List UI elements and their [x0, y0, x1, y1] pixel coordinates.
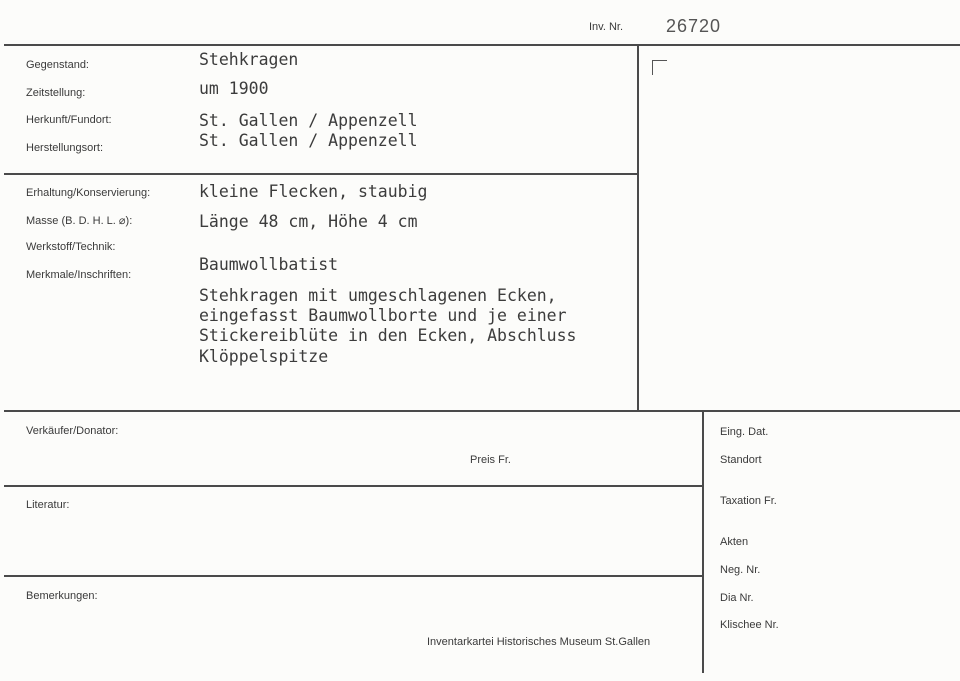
erhaltung-value: kleine Flecken, staubig: [199, 182, 428, 201]
akten-label: Akten: [720, 536, 749, 548]
footer-label: Inventarkartei Historisches Museum St.Gallen: [427, 636, 651, 648]
inv-nr-value: 26720: [666, 16, 722, 36]
merkmale-label: Merkmale/Inschriften:: [26, 269, 132, 281]
herstellungsort-value: St. Gallen / Appenzell: [199, 131, 418, 150]
bottom-right-divider: [702, 410, 704, 673]
werkstoff-label: Werkstoff/Technik:: [26, 241, 116, 253]
eing-dat-label: Eing. Dat.: [720, 426, 769, 438]
header-rule: [4, 44, 960, 46]
dia-nr-label: Dia Nr.: [720, 592, 754, 604]
werkstoff-value: Baumwollbatist: [199, 255, 339, 274]
section-rule-1: [4, 173, 637, 175]
merkmale-line: eingefasst Baumwollborte und je einer: [199, 306, 567, 325]
section-rule-2: [4, 410, 960, 412]
gegenstand-label: Gegenstand:: [26, 59, 89, 71]
gegenstand-value: Stehkragen: [199, 50, 299, 69]
photo-corner-mark: [652, 60, 667, 75]
top-right-divider: [637, 44, 639, 412]
erhaltung-label: Erhaltung/Konservierung:: [26, 187, 151, 199]
herstellungsort-label: Herstellungsort:: [26, 142, 104, 154]
klischee-nr-label: Klischee Nr.: [720, 619, 779, 631]
zeitstellung-label: Zeitstellung:: [26, 87, 86, 99]
merkmale-line: Stehkragen mit umgeschlagenen Ecken,: [199, 286, 557, 305]
standort-label: Standort: [720, 454, 762, 466]
neg-nr-label: Neg. Nr.: [720, 564, 761, 576]
inv-nr-label: Inv. Nr.: [589, 21, 624, 33]
bemerkungen-label: Bemerkungen:: [26, 590, 98, 602]
taxation-label: Taxation Fr.: [720, 495, 777, 507]
zeitstellung-value: um 1900: [199, 79, 269, 98]
preis-label: Preis Fr.: [470, 454, 511, 466]
masse-value: Länge 48 cm, Höhe 4 cm: [199, 212, 418, 231]
literatur-label: Literatur:: [26, 499, 70, 511]
section-rule-4: [4, 575, 702, 577]
verkaeufer-label: Verkäufer/Donator:: [26, 425, 119, 437]
section-rule-3: [4, 485, 702, 487]
herkunft-value: St. Gallen / Appenzell: [199, 111, 418, 130]
herkunft-label: Herkunft/Fundort:: [26, 114, 112, 126]
merkmale-line: Stickereiblüte in den Ecken, Abschluss: [199, 326, 577, 345]
merkmale-line: Klöppelspitze: [199, 347, 329, 366]
masse-label: Masse (B. D. H. L. ⌀):: [26, 215, 133, 227]
